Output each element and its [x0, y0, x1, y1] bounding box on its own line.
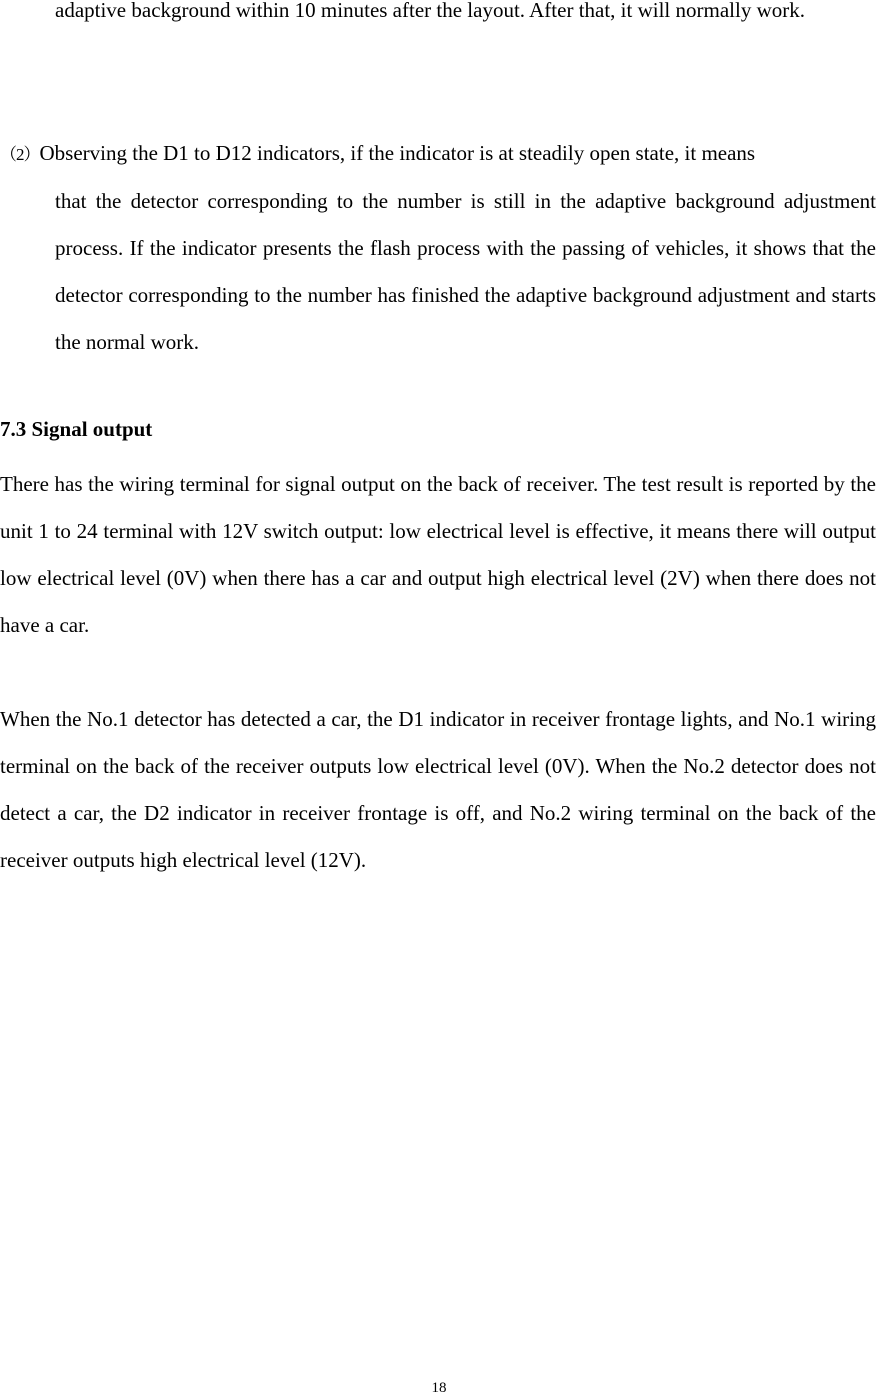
signal-output-paragraph-2: When the No.1 detector has detected a car, the D1 indicator in receiver frontage lights, and No.1 wiring terminal on the back of the receiver outputs low electrical level (0V). When the No.2 detector does not detect a car, the D2 indicator in receiver frontage is off, and No.2 wiring terminal on the back of the receiver outputs high electrical level (12V). — [0, 707, 876, 872]
list-item-2-first-line — [0, 130, 876, 178]
page-number: 18 — [431, 1380, 447, 1396]
section-heading: 7.3 Signal output — [0, 417, 153, 441]
list-item-marker: （2） — [0, 145, 40, 164]
continuation-paragraph: adaptive background within 10 minutes after the layout. After that, it will normally work. — [55, 0, 805, 22]
list-item-2-lead-text: Observing the D1 to D12 indicators, if the indicator is at steadily open state, it means — [39, 141, 756, 165]
list-item-2 — [0, 130, 876, 366]
signal-output-paragraph-1: There has the wiring terminal for signal output on the back of receiver. The test result is reported by the unit 1 to 24 terminal with 12V switch output: low electrical level is effective, it means there will output low electrical level (0V) when there has a car and output high electrical level (2V) when there does not have a car. — [0, 472, 876, 637]
list-item-2-continuation: that the detector corresponding to the number is still in the adaptive background adjustment process. If the indicator presents the flash process with the passing of vehicles, it shows that the detector corresponding to the number has finished the adaptive background adjustment and starts the normal work. — [55, 189, 876, 354]
